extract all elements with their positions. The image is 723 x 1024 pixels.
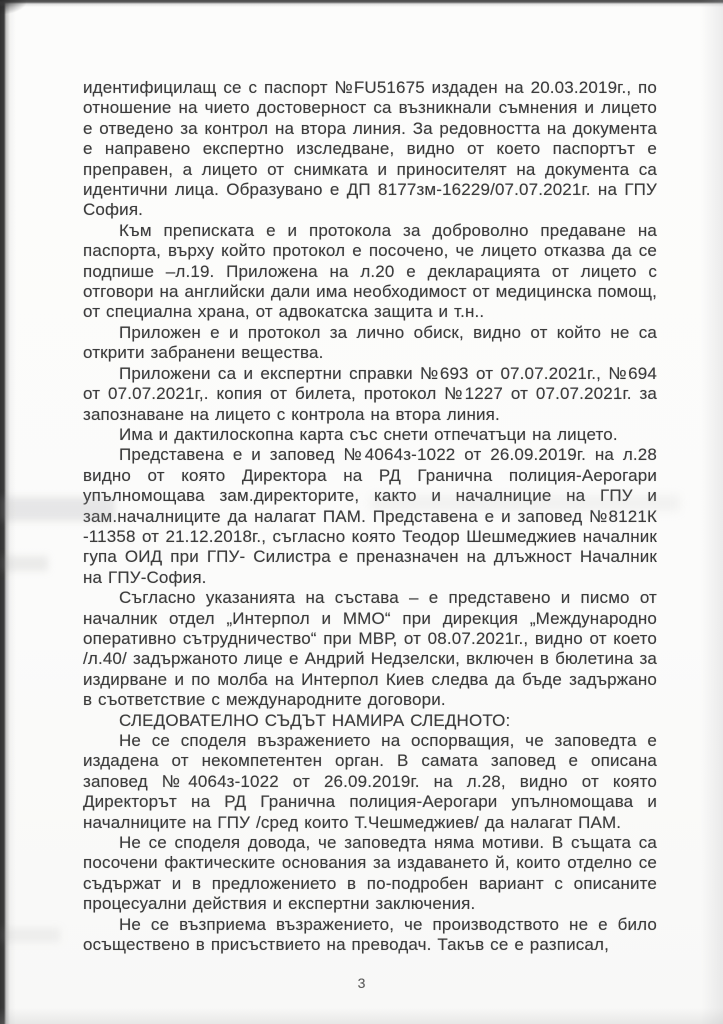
scan-smudge-artifact [0,928,60,942]
paragraph: Към преписката е и протокола за доброволно предаване на паспорта, върху който протокол е посочено, че лицето отказва да се подпише –л.19. Приложена на л.20 е декларацията от лицето с отговори на английски дали има необходимост от медицинска помощ, от специална храна, от адвокатска защита и т.н.. [83,220,657,322]
scan-right-shadow-artifact [701,0,723,1024]
paragraph: идентифицилащ се с паспорт №FU51675 издаден на 20.03.2019г., по отношение на чието достоверност са възникнали съмнения и лицето е отведено за контрол на втора линия. За редовността на документа е направено експертно изследване, видно от което паспортът е преправен, а лицето от снимката и приносителят на документа са идентични лица. Образувано е ДП 8177зм-16229/07.07.2021г. на ГПУ София. [83,78,657,220]
paragraph: Приложени са и експертни справки №693 от 07.07.2021г., №694 от 07.07.2021г,. копия от билета, протокол №1227 от 07.07.2021г. за запознаване на лицето с контрола на втора линия. [83,363,657,424]
paragraph: Приложен е и протокол за лично обиск, видно от който не са открити забранени вещества. [83,322,657,363]
page-number: 3 [357,975,366,991]
document-text [83,78,657,955]
scan-smudge-artifact [0,556,48,571]
scan-edge-top-artifact [0,0,723,7]
paragraph: Съгласно указанията на състава – е представено и писмо от началник отдел „Интерпол и ММО“ при дирекция „Международно оперативно сътрудничество“ при МВР, от 08.07.2021г., видно от което /л.40/ задържаното лице е Андрий Недзелски, включен в бюлетина за издирване и по молба на Интерпол Киев следва да бъде задържано в съответствие с международните договори. [83,588,657,710]
paragraph: СЛЕДОВАТЕЛНО СЪДЪТ НАМИРА СЛЕДНОТО: [119,710,511,730]
paragraph: Не се споделя възражението на оспорващия, че заповедта е издадена от некомпетентен орган. В самата заповед е описана заповед №4064з-1022 от 26.09.2019г. на л.28, видно от която Директорът на РД Гранична полиция-Аерогари упълномощава и началниците на ГПУ /сред които Т.Чешмеджиев/ да налагат ПАМ. [83,731,657,832]
paragraph: Представена е и заповед №4064з-1022 от 26.09.2019г. на л.28 видно от която Директора на РД Гранична полиция-Аерогари упълномощава зам.директорите, както и началницие на ГПУ и зам.началниците да налагат ПАМ. Представена е и заповед №8121К -11358 от 21.12.2018г., съгласно която Теодор Шешмеджиев началник гупа ОИД при ГПУ- Силистра е преназначен на длъжност Началник на ГПУ-София. [83,445,657,587]
paragraph: Не се възприема възражението, че производството не е било осъществено в присъствието на преводач. Такъв се е разписал, [83,914,657,955]
paragraph: Не се споделя довода, че заповедта няма мотиви. В същата са посочени фактическите основания за издаването й, които отделно се съдържат и в предложението в по-подробен вариант с описаните процесуални действия и експертни заключения. [83,833,657,914]
scan-bottom-shadow-artifact [0,1008,723,1024]
scan-corner-artifact [0,0,26,14]
paragraph: Има и дактилоскопна карта със снети отпечатъци на лицето. [119,424,618,444]
scan-edge-left-artifact [0,0,16,1024]
